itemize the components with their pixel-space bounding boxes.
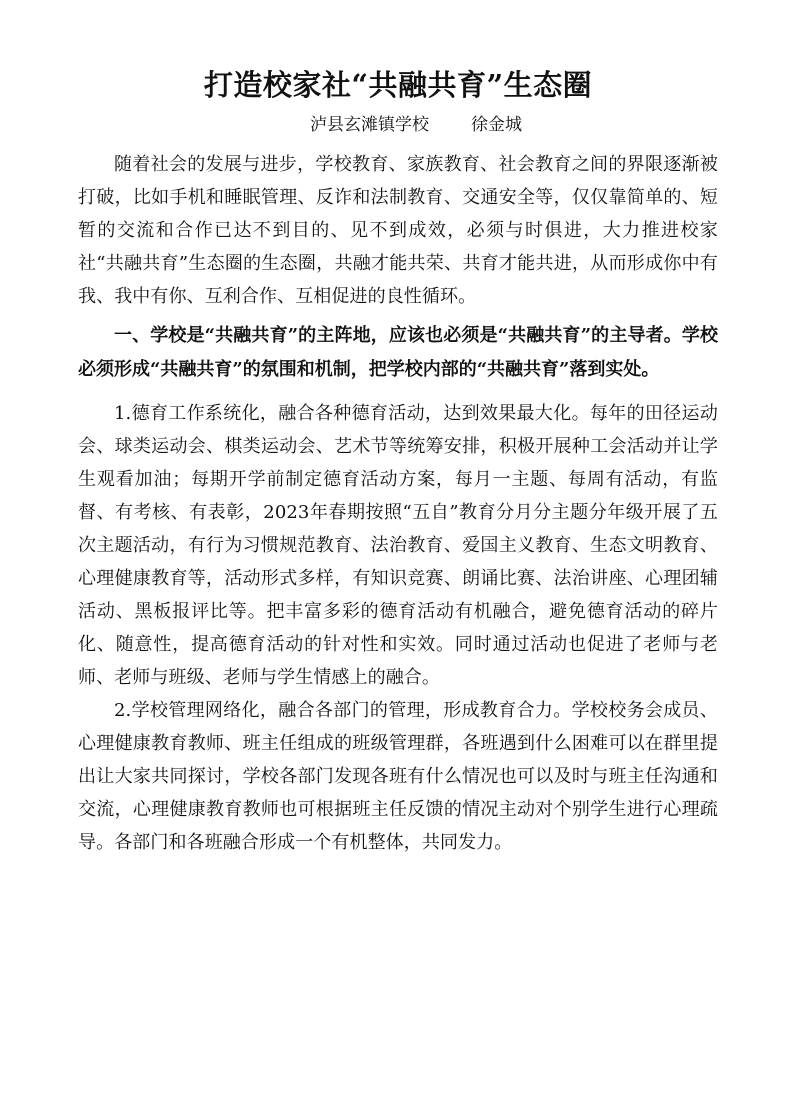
paragraph-1: 1.德育工作系统化，融合各种德育活动，达到效果最大化。每年的田径运动会、球类运动会、棋类运动会、艺术节等统筹安排，积极开展种工会活动并让学生观看加油；每期开学前制定德育活动方案，每月一主题、每周有活动，有监督、有考核、有表彰，2023年春期按照“五自”教育分月分主题分年级开展了五次主题活动，有行为习惯规范教育、法治教育、爱国主义教育、生态文明教育、心理健康教育等，活动形式多样，有知识竞赛、朗诵比赛、法治讲座、心理团辅活动、黑板报评比等。把丰富多彩的德育活动有机融合，避免德育活动的碎片化、随意性，提高德育活动的针对性和实效。同时通过活动也促进了老师与老师、老师与班级、老师与学生情感上的融合。 <box>78 403 718 688</box>
document-title: 打造校家社“共融共育”生态圈 <box>203 68 593 102</box>
document-page <box>78 60 718 859</box>
intro-paragraph: 随着社会的发展与进步，学校教育、家族教育、社会教育之间的界限逐渐被打破，比如手机和睡眠管理、反诈和法制教育、交通安全等，仅仅靠简单的、短暂的交流和合作已达不到目的、见不到成效，必须与时俱进，大力推进校家社“共融共育”生态圈的生态圈，共融才能共荣、共育才能共进，从而形成你中有我、我中有你、互利合作、互相促进的良性循环。 <box>78 154 718 307</box>
byline <box>78 110 718 140</box>
paragraph-2: 2.学校管理网络化，融合各部门的管理，形成教育合力。学校校务会成员、心理健康教育教师、班主任组成的班级管理群，各班遇到什么困难可以在群里提出让大家共同探讨，学校各部门发现各班有什么情况也可以及时与班主任沟通和交流，心理健康教育教师也可根据班主任反馈的情况主动对个别学生进行心理疏导。各部门和各班融合形成一个有机整体，共同发力。 <box>78 700 718 853</box>
author-name: 徐金城 <box>471 115 522 135</box>
school-name: 泸县玄滩镇学校 <box>310 115 429 135</box>
section-heading: 一、学校是“共融共育”的主阵地，应该也必须是“共融共育”的主导者。学校必须形成“共融共育”的氛围和机制，把学校内部的“共融共育”落到实处。 <box>78 325 718 380</box>
